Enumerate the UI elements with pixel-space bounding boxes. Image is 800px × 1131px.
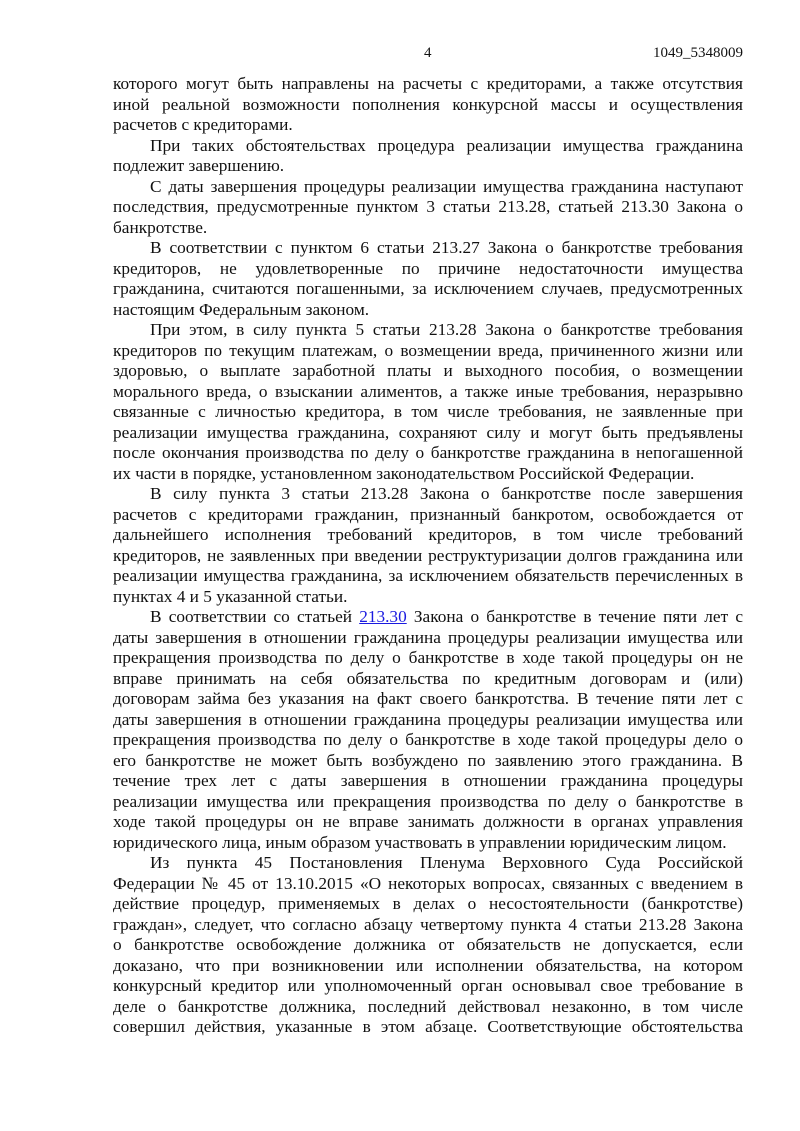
text-line: иной реальной возможности пополнения конкурсной массы и осуществления xyxy=(113,94,743,114)
paragraph xyxy=(113,74,743,136)
page-number: 4 xyxy=(424,45,432,61)
text-line: С даты завершения процедуры реализации имущества гражданина наступают xyxy=(150,176,743,196)
text-line: вправе принимать на себя обязательства по кредитным договорам и (или) xyxy=(113,668,743,688)
text-line: его банкротстве не может быть возбуждено по заявлению этого гражданина. В xyxy=(113,750,743,770)
document-id: 1049_5348009 xyxy=(653,45,743,61)
paragraph xyxy=(113,607,743,853)
text-line: прекращения производства по делу о банкротстве в ходе такой процедуры он не xyxy=(113,648,743,667)
text-line: В силу пункта 3 статьи 213.28 Закона о банкротстве после завершения xyxy=(150,484,743,503)
text-line: расчетов с кредиторами. xyxy=(113,115,293,134)
text-line: кредиторов, не заявленных при введении реструктуризации долгов гражданина или xyxy=(113,545,743,565)
text-line: совершил действия, указанные в этом абзаце. Соответствующие обстоятельства xyxy=(113,1017,743,1036)
text-line: деле о банкротстве должника, последний действовал незаконно, в том числе xyxy=(113,996,743,1016)
paragraph xyxy=(113,484,743,607)
text-segment: Закона о банкротстве в течение пяти лет с xyxy=(406,607,743,626)
document-body xyxy=(113,74,743,1038)
text-line: При таких обстоятельствах процедура реализации имущества гражданина xyxy=(150,135,743,155)
text-line: даты завершения в отношении гражданина процедуры реализации имущества или xyxy=(113,709,743,729)
text-line: гражданина, считаются погашенными, за исключением случаев, предусмотренных xyxy=(113,279,743,298)
text-line: здоровью, о выплате заработной платы и выходного пособия, о возмещении xyxy=(113,361,743,380)
text-line: реализации имущества или прекращения производства по делу о банкротстве в xyxy=(113,791,743,811)
text-line: Из пункта 45 Постановления Пленума Верховного Суда Российской xyxy=(150,853,743,872)
text-line xyxy=(113,607,743,628)
text-line: которого могут быть направлены на расчеты с кредиторами, а также отсутствия xyxy=(113,74,743,93)
text-line: действие процедур, применяемых в делах о несостоятельности (банкротстве) xyxy=(113,894,743,913)
text-line: морального вреда, о взыскании алиментов, а также иные требования, неразрывно xyxy=(113,381,743,401)
text-line: Федерации № 45 от 13.10.2015 «О некоторых вопросах, связанных с введением в xyxy=(113,873,743,893)
text-line: кредиторов по текущим платежам, о возмещении вреда, причиненного жизни или xyxy=(113,340,743,360)
text-line: о банкротстве освобождение должника от обязательств не допускается, если xyxy=(113,935,743,954)
text-line: реализации имущества гражданина, за исключением обязательств перечисленных в xyxy=(113,566,743,585)
text-line: связанные с личностью кредитора, в том числе требования, не заявленные при xyxy=(113,402,743,421)
paragraph xyxy=(113,177,743,239)
text-line: подлежит завершению. xyxy=(113,156,285,175)
text-line: реализации имущества гражданина, сохраняют силу и могут быть предъявлены xyxy=(113,422,743,442)
paragraph xyxy=(113,238,743,320)
text-line: даты завершения в отношении гражданина процедуры реализации имущества или xyxy=(113,627,743,647)
paragraph xyxy=(113,320,743,484)
text-line: прекращения производства по делу о банкротстве в ходе такой процедуры дело о xyxy=(113,730,743,749)
paragraph xyxy=(113,853,743,1038)
text-line: дальнейшего исполнения требований кредиторов, в том числе требований xyxy=(113,525,743,544)
text-line: после окончания производства по делу о банкротстве гражданина в непогашенной xyxy=(113,443,743,462)
text-line: банкротстве. xyxy=(113,217,208,237)
text-line: течение трех лет с даты завершения в отношении гражданина процедуры xyxy=(113,771,743,790)
text-line: договорам займа без указания на факт своего банкротства. В течение пяти лет с xyxy=(113,689,743,708)
text-line: При этом, в силу пункта 5 статьи 213.28 Закона о банкротстве требования xyxy=(150,320,743,339)
text-line: конкурсный кредитор или уполномоченный орган основывал свое требование в xyxy=(113,976,743,995)
article-link[interactable]: 213.30 xyxy=(359,607,407,626)
text-line: последствия, предусмотренные пунктом 3 статьи 213.28, статьей 213.30 Закона о xyxy=(113,197,743,216)
text-line: ходе такой процедуры он не вправе занимать должности в органах управления xyxy=(113,812,743,831)
text-line: доказано, что при возникновении или исполнении обязательства, на котором xyxy=(113,955,743,975)
text-line: их части в порядке, установленном законодательством Российской Федерации. xyxy=(113,463,695,483)
text-line: граждан», следует, что согласно абзацу четвертому пункта 4 статьи 213.28 Закона xyxy=(113,914,743,934)
text-line: пунктах 4 и 5 указанной статьи. xyxy=(113,586,348,606)
text-segment: В соответствии со статьей xyxy=(150,607,360,626)
text-line: настоящим Федеральным законом. xyxy=(113,299,370,319)
paragraph xyxy=(113,136,743,177)
text-line: юридического лица, иным образом участвовать в управлении юридическим лицом. xyxy=(113,832,727,852)
text-line: В соответствии с пунктом 6 статьи 213.27 Закона о банкротстве требования xyxy=(150,238,743,257)
text-line: кредиторов, не удовлетворенные по причине недостаточности имущества xyxy=(113,258,743,278)
text-line: расчетов с кредиторами гражданин, признанный банкротом, освобождается от xyxy=(113,504,743,524)
